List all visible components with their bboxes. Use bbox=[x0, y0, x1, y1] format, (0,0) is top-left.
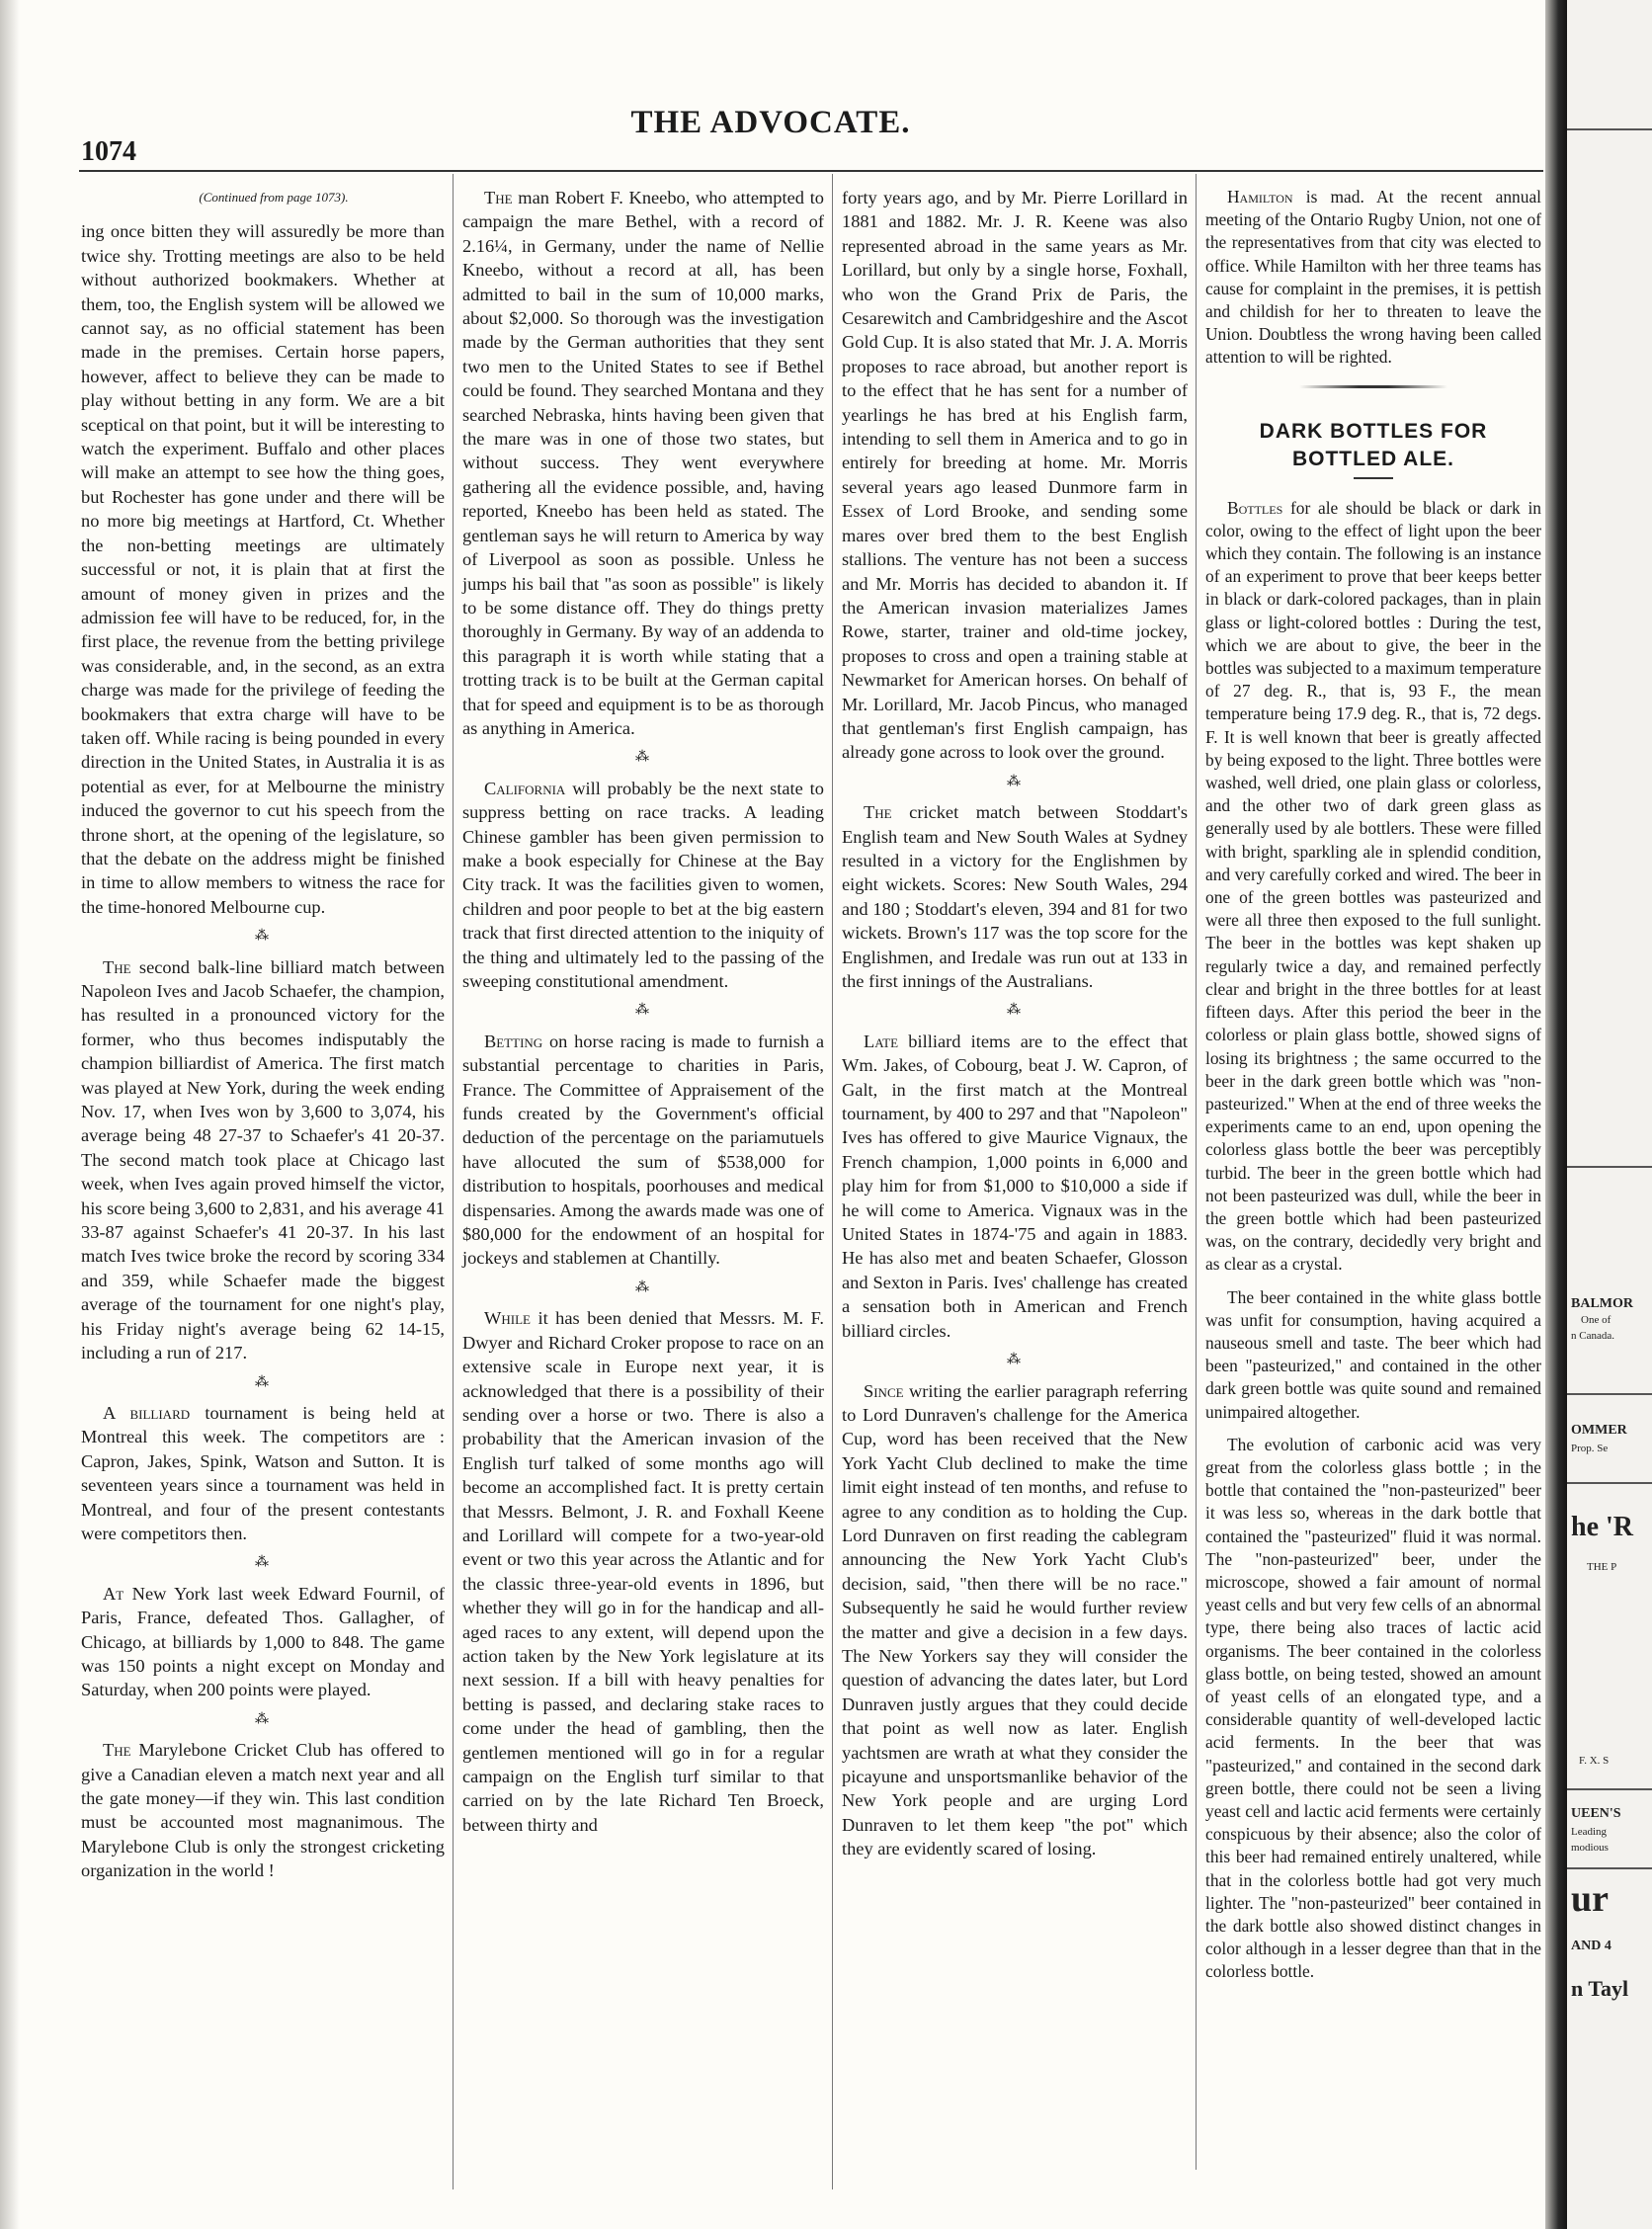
article-paragraph: The man Robert F. Kneebo, who attempted to campaign the mare Bethel, with a record of 2.16¼, in Germany, under the name of Nellie Kneebo, without a record at all, has been admitted to bail in the sum of 10,000 marks, about $2,000. So thorough was the investigation made by the German authorities that they sent two men to the United States to see if Bethel could be found. They searched Montana and they searched Nebraska, hints having been given that the mare was in one of those two states, but without success. They went everywhere gathering all the evidence possible, and, having reported, Kneebo has been held as stated. The gentleman says he will return to America by way of Liverpool as soon as possible. Unless he jumps his bail that "as soon as possible" is likely to be some distance off. They do things pretty thoroughly in Germany. By way of an addenda to this paragraph it is worth while stating that a trotting track is to be built at the German capital that for speed and equipment is to be as thorough as anything in America. bbox=[462, 188, 824, 738]
article-paragraph: Since writing the earlier paragraph referring to Lord Dunraven's challenge for the America Cup, word has been received that the New York Yacht Club declined to make the time limit eight instead of ten months, and refuse to agree to any condition as to holding the Cup. Lord Dunraven on first reading the cablegram announcing the New York Yacht Club's decision, said, "then there will be no race." Subsequently he said he would further review the matter and give a decision in a few days. The New Yorkers say they will consider the question of advancing the dates later, but Lord Dunraven justly argues that they could decide that point as well now as later. English yachtsmen are wrath at what they consider the picayune and unsportsmanlike behavior of the New York people and are urging Lord Dunraven to let them keep "the pot" which they are evidently scared of losing. bbox=[842, 1380, 1188, 1859]
next-page-text: he 'R bbox=[1571, 1512, 1633, 1542]
page-binding-edge bbox=[1545, 0, 1567, 2229]
next-page-text: AND 4 bbox=[1571, 1939, 1611, 1953]
next-page-rule bbox=[1567, 1393, 1652, 1395]
asterism-divider: ⁂ bbox=[255, 1711, 271, 1727]
masthead-title: THE ADVOCATE. bbox=[630, 105, 911, 140]
article-paragraph: The Marylebone Cricket Club has offered to give a Canadian eleven a match next year and all the gate money—if they win. This last condition must be accounted most magnanimous. The Marylebone Club is only the strongest cricketing organization in the world ! bbox=[81, 1740, 445, 1881]
next-page-text: BALMOR bbox=[1571, 1296, 1633, 1311]
next-page-rule bbox=[1567, 1166, 1652, 1168]
ornamental-rule bbox=[1299, 385, 1447, 388]
article-paragraph: The evolution of carbonic acid was very great from the colorless glass bottle ; in the bottle that contained the "non-pasteurized" beer it was less so, whereas in the dark bottle that contained the "pasteurized" fluid it was normal. The "non-pasteurized" beer, under the microscope, showed a fair amount of normal yeast cells and but very few cells of an abnormal type, there being also traces of lactic acid organisms. The beer contained in the colorless glass bottle, on being tested, showed an amount of yeast cells of an elongated type, and a considerable quantity of well-developed lactic acid ferments. In the beer that was "pasteurized," and contained in the second dark green bottle, there could not be seen a living yeast cell and lactic acid ferments were certainly conspicuous by their absence; also the color of this beer had remained entirely unaltered, while that in the colorless bottle had got very much lighter. The "non-pasteurized" beer contained in the dark bottle also showed distinct changes in color although in a lesser degree than that in the colorless bottle. bbox=[1205, 1434, 1541, 1982]
next-page-text: ur bbox=[1571, 1878, 1609, 1920]
next-page-text: Leading bbox=[1571, 1826, 1608, 1838]
asterism-divider: ⁂ bbox=[1007, 1353, 1023, 1368]
asterism-divider: ⁂ bbox=[255, 929, 271, 945]
article-paragraph: Hamilton is mad. At the recent annual meeting of the Ontario Rugby Union, not one of the representatives from that city was elected to office. While Hamilton with her three teams has cause for complaint in the premises, it is pettish and childish for her to threaten to leave the Union. Doubtless the wrong having been called attention to will be righted. bbox=[1205, 187, 1541, 368]
heading-rule bbox=[1354, 477, 1393, 479]
next-page-rule bbox=[1567, 1867, 1652, 1869]
column-3 bbox=[842, 186, 1188, 1871]
article-paragraph: Betting on horse racing is made to furnish a substantial percentage to charities in Paris, France. The Committee of Appraisement of the funds created by the Government's official deduction of the percentage on the pariamutuels have allocuted the sum of $538,000 for distribution to hospitals, poorhouses and medical dispensaries. Among the awards made was one of $80,000 for the endowment of an hospital for jockeys and stablemen at Chantilly. bbox=[462, 1031, 824, 1269]
next-page-text: OMMER bbox=[1571, 1423, 1627, 1438]
next-page-text: Prop. Se bbox=[1571, 1443, 1609, 1454]
next-page-text: UEEN'S bbox=[1571, 1806, 1621, 1821]
next-page-text: modious bbox=[1571, 1842, 1609, 1854]
section-heading: DARK BOTTLES FOR BOTTLED ALE. bbox=[1259, 419, 1488, 470]
article-paragraph: At New York last week Edward Fournil, of Paris, France, defeated Thos. Gallagher, of Chicago, at billiards by 1,000 to 848. The game was 150 points a night except on Monday and Saturday, when 200 points were played. bbox=[81, 1583, 445, 1700]
asterism-divider: ⁂ bbox=[1007, 774, 1023, 789]
article-paragraph: Bottles for ale should be black or dark in color, owing to the effect of light upon the beer which they contain. The following is an instance of an experiment to prove that beer keeps better in black or dark-colored packages, than in plain glass or light-colored bottles : During the test, which we are about to give, the beer in the bottles was subjected to a maximum temperature of 27 deg. R., that is, 93 F., the mean temperature being 17.9 deg. R., that is, 72 degs. F. It is well known that beer is greatly affected by being exposed to the light. Three bottles were washed, well dried, one plain glass or colorless, and the other two of dark green glass as generally used by ale bottlers. These were filled with bright, sparkling ale in splendid condition, and very carefully corked and wired. The beer in one of the green bottles was pasteurized and were all three then exposed to the full sunlight. The beer in the bottles was kept shaken up regularly twice a day, and remained perfectly clear and bright in the three bottles for at least fifteen days. After this period the beer in the colorless or plain glass bottle, showed signs of losing its brightness ; the same occurred to the beer in the dark green bottle which was "non-pasteurized." When at the end of three weeks the experiments came to an end, upon opening the colorless glass bottle the beer was perceptibly turbid. The beer in the green bottle which had not been pasteurized was dull, while the beer in the green bottle which had been pasteurized was, on the contrary, decidedly very bright and as clear as a crystal. bbox=[1205, 497, 1541, 1275]
article-paragraph: The cricket match between Stoddart's English team and New South Wales at Sydney resulted in a victory for the Englishmen by eight wickets. Scores: New South Wales, 294 and 180 ; Stoddart's eleven, 394 and 81 for two wickets. Brown's 117 was the top score for the Englishmen, and Iredale was run out at 133 in the first innings of the Australians. bbox=[842, 802, 1188, 991]
article-paragraph: A billiard tournament is being held at Montreal this week. The competitors are : Capron, Jakes, Spink, Watson and Sutton. It is seventeen years since a tournament was held in Montreal, and four of the present contestants were competitors then. bbox=[81, 1402, 445, 1543]
article-paragraph: The second balk-line billiard match between Napoleon Ives and Jacob Schaefer, the champion, has resulted in a pronounced victory for the former, who thus becomes indisputably the champion billiardist of America. The first match was played at New York, during the week ending Nov. 17, when Ives won by 3,600 to 3,074, his average being 48 27-37 to Schaefer's 41 20-37. The second match took place at Chicago last week, when Ives again proved himself the victor, his score being 3,600 to 2,831, and his average 41 33-87 against Schaefer's 41 20-37. In his last match Ives twice broke the record by scoring 334 and 359, while Schaefer made the biggest average of the tournament for one night's play, his Friday night's average being 62 14-15, including a run of 217. bbox=[81, 956, 445, 1363]
page-number: 1074 bbox=[81, 136, 136, 167]
adjacent-page-fragment bbox=[1567, 0, 1652, 2229]
article-paragraph: While it has been denied that Messrs. M. F. Dwyer and Richard Croker propose to race on an extensive scale in Europe next year, it is acknowledged that there is a possibility of their sending over a horse or two. There is also a probability that the American invasion of the English turf talked of some months ago will become an accomplished fact. It is pretty certain that Messrs. Belmont, J. R. and Foxhall Keene and Lorillard will compete for a two-year-old event or two this year across the Atlantic and for the classic three-year-old events in 1896, but whether they will go in for the handicap and all-aged races to any extent, will depend upon the action taken by the New York legislature at its next session. If a bill with heavy penalties for betting is passed, and declaring stake races to come under the head of gambling, then the gentlemen mentioned will go in for a regular campaign on the English turf similar to that carried on by the late Richard Ten Broeck, between thirty and bbox=[462, 1308, 824, 1835]
asterism-divider: ⁂ bbox=[635, 750, 651, 766]
asterism-divider: ⁂ bbox=[255, 1555, 271, 1571]
article-paragraph: The beer contained in the white glass bottle was unfit for consumption, having acquired a nauseous smell and taste. The beer which had been "pasteurized," and contained in the other dark green bottle was quite sound and remained unimpaired altogether. bbox=[1205, 1286, 1541, 1422]
asterism-divider: ⁂ bbox=[635, 1280, 651, 1295]
page-gutter-shadow bbox=[0, 0, 20, 2229]
article-paragraph: ing once bitten they will assuredly be more than twice shy. Trotting meetings are also to be held without authorized bookmakers. Whether at them, too, the English system will be allowed we cannot say, as no official statement has been made in the premises. Certain horse papers, however, affect to believe they can be made to play without betting in any form. We are a bit sceptical on that point, but it will be interesting to watch the experiment. Buffalo and other places will make an attempt to see how the thing goes, but Rochester has gone under and there will be no more big meetings at Hartford, Ct. Whether the non-betting meetings are ultimately successful or not, it is plain that at first the amount of money given in prizes and the admission fee will have to be reduced, for, in the first place, the revenue from the betting privilege was considerable, and, in the second, as an extra charge was made for the privilege of feeding the bookmakers that extra charge will have to be taken off. While racing is being pounded in every direction in the United States, in Australia it is as potential as ever, for at Melbourne the ministry induced the governor to cut his speech from the throne short, at the opening of the legislature, so that the debate on the address might be finished in time to allow members to witness the race for the time-honored Melbourne cup. bbox=[81, 221, 445, 917]
next-page-rule bbox=[1567, 128, 1652, 130]
asterism-divider: ⁂ bbox=[255, 1374, 271, 1390]
continued-note: (Continued from page 1073). bbox=[199, 190, 349, 205]
column-rule-2 bbox=[832, 174, 833, 2189]
next-page-text: F. X. S bbox=[1579, 1755, 1610, 1767]
article-paragraph: forty years ago, and by Mr. Pierre Lorillard in 1881 and 1882. Mr. J. R. Keene was also represented abroad in the same years as Mr. Lorillard, but only by a single horse, Foxhall, who won the Grand Prix de Paris, the Cesarewitch and Cambridgeshire and the Ascot Gold Cup. It is also stated that Mr. J. A. Morris proposes to race abroad, but another report is to the effect that he has sent for a number of yearlings he has bred at his English farm, intending to sell them in America and to go in entirely for breeding at home. Mr. Morris several years ago leased Dunmore farm in Essex of Lord Brooke, and sending some mares over bred them to the best English stallions. The venture has not been a success and Mr. Morris has decided to abandon it. If the American invasion materializes James Rowe, starter, trainer and old-time jockey, proposes to cross and open a training stable at Newmarket for American horses. On behalf of Mr. Lorillard, Mr. Jacob Pincus, who managed that gentleman's first English campaign, has already gone across to look over the ground. bbox=[842, 188, 1188, 763]
column-rule-1 bbox=[453, 174, 454, 2189]
next-page-text: One of bbox=[1581, 1314, 1611, 1326]
column-1 bbox=[81, 186, 445, 1893]
column-rule-3 bbox=[1196, 174, 1197, 2170]
asterism-divider: ⁂ bbox=[1007, 1003, 1023, 1019]
next-page-rule bbox=[1567, 1788, 1652, 1790]
column-4 bbox=[1205, 186, 1541, 1994]
column-2 bbox=[462, 186, 824, 1847]
next-page-rule bbox=[1567, 1482, 1652, 1484]
header-rule bbox=[79, 170, 1543, 172]
next-page-text: n Canada. bbox=[1571, 1330, 1614, 1342]
article-paragraph: California will probably be the next state to suppress betting on race tracks. A leading Chinese gambler has been given permission to make a book especially for Chinese at the Bay City track. It was the facilities given to women, children and poor people to bet at the big eastern track that first directed attention to the iniquity of the thing and ultimately led to the passing of the sweeping constitutional amendment. bbox=[462, 778, 824, 991]
next-page-text: THE P bbox=[1587, 1561, 1617, 1573]
next-page-text: n Tayl bbox=[1571, 1976, 1629, 2001]
asterism-divider: ⁂ bbox=[635, 1003, 651, 1019]
article-paragraph: Late billiard items are to the effect that Wm. Jakes, of Cobourg, beat J. W. Capron, of Galt, in the first match at the Montreal tournament, by 400 to 297 and that "Napoleon" Ives has offered to give Maurice Vignaux, the French champion, 1,000 points in 6,000 and play him for from $1,000 to $10,000 a side if he will come to America. Vignaux was in the United States in 1874-'75 and again in 1883. He has also met and beaten Schaefer, Glosson and Sexton in Paris. Ives' challenge has created a sensation both in American and French billiard circles. bbox=[842, 1031, 1188, 1341]
